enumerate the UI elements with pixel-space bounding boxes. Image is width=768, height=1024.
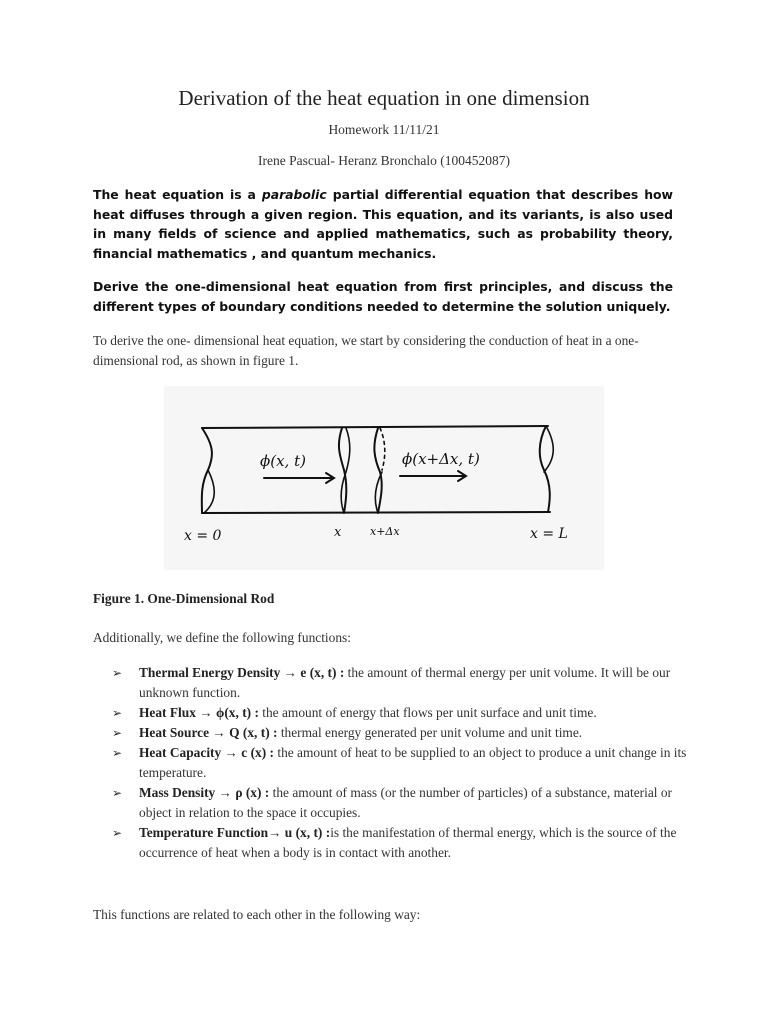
arrow-bullet-icon: ➢ [112,746,123,760]
list-item [112,823,692,863]
definition-text: is the manifestation of thermal energy, which is the source of the occurrence of heat when a body is in contact with another. [139,825,677,860]
paragraph-rod-intro: To derive the one- dimensional heat equation, we start by considering the conduction of heat in a one- dimensional rod, as shown in figure 1. [93,333,639,368]
definition-term: Heat Source → Q (x, t) : [139,725,278,740]
document-author: Irene Pascual- Heranz Bronchalo (100452087) [258,153,510,168]
definition-text: thermal energy generated per unit volume and unit time. [277,725,583,740]
definition-term: Heat Flux → ϕ(x, t) : [139,705,259,720]
list-item [112,703,692,723]
definition-term: Temperature Function→ u (x, t) : [139,825,331,840]
task-statement: Derive the one-dimensional heat equation from first principles, and discuss the different types of boundary conditions needed to determine the solution uniquely. [93,279,673,314]
document-title: Derivation of the heat equation in one dimension [178,86,590,110]
definitions-list [112,663,692,863]
definition-text: the amount of thermal energy per unit volume. It will be our unknown function. [139,665,671,700]
figure-caption: Figure 1. One-Dimensional Rod [93,591,275,606]
rod-left-cap [202,428,212,513]
paragraph-relations: This functions are related to each other in the following way: [93,907,421,922]
arrow-bullet-icon: ➢ [112,666,123,680]
rod-figure [164,386,604,570]
intro-paragraph [93,185,673,263]
arrow-bullet-icon: ➢ [112,786,123,800]
list-item [112,743,692,783]
definition-term: Thermal Energy Density → e (x, t) : [139,665,345,680]
axis-label-xdx: x+Δx [370,525,400,538]
flux-label-left: ϕ(x, t) [260,452,306,470]
rod-top-edge [202,426,548,428]
definition-term: Heat Capacity → c (x) : [139,745,274,760]
flux-label-right: ϕ(x+Δx, t) [402,450,480,468]
axis-label-zero: x = 0 [184,528,222,544]
rod-diagram [164,386,604,570]
definition-text: the amount of heat to be supplied to an object to produce a unit change in its temperature. [139,745,687,780]
definition-term: Mass Density → ρ (x) : [139,785,270,800]
rod-section-x [339,428,346,513]
definition-text: the amount of energy that flows per unit surface and unit time. [258,705,597,720]
intro-emphasis: parabolic [261,187,327,202]
intro-text-after: partial differential equation that describes how heat diffuses through a given region. This equation, and its variants, is also used in many fields of science and applied mathematics, such as probability theory, financial mathematics , and quantum mechanics. [93,187,673,261]
intro-text-before: The heat equation is a [93,187,262,202]
axis-label-x: x [334,525,342,540]
paragraph-definitions-intro: Additionally, we define the following functions: [93,630,351,645]
arrow-bullet-icon: ➢ [112,826,123,840]
axis-label-L: x = L [530,526,568,542]
list-item [112,663,692,703]
definition-text: the amount of mass (or the number of particles) of a substance, material or object in relation to the space it occupies. [139,785,672,820]
list-item [112,783,692,823]
rod-bottom-edge [202,512,550,513]
document-subtitle: Homework 11/11/21 [328,122,440,137]
arrow-bullet-icon: ➢ [112,726,123,740]
arrow-bullet-icon: ➢ [112,706,123,720]
list-item [112,723,692,743]
rod-right-cap [540,426,550,512]
